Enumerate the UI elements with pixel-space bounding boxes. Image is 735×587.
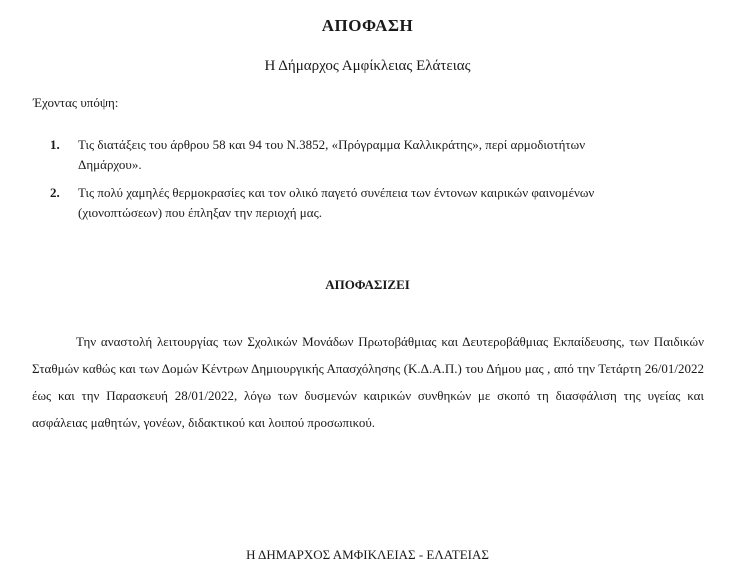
list-item-text: Τις διατάξεις του άρθρου 58 και 94 του Ν.3852, «Πρόγραμμα Καλλικράτης», περί αρμοδιοτήτων Δημάρχου». xyxy=(78,137,586,172)
considering-label: Έχοντας υπόψη: xyxy=(33,95,119,110)
signature-line: Η ΔΗΜΑΡΧΟΣ ΑΜΦΙΚΛΕΙΑΣ - ΕΛΑΤΕΙΑΣ xyxy=(246,547,489,562)
document-title: ΑΠΟΦΑΣΗ xyxy=(321,16,414,35)
list-item xyxy=(50,183,710,223)
list-item-number: 1. xyxy=(50,137,60,152)
list-item-number: 2. xyxy=(50,185,60,200)
decision-paragraph: Την αναστολή λειτουργίας των Σχολικών Μονάδων Πρωτοβάθμιας και Δευτεροβάθμιας Εκπαίδευσης, των Παιδικών Σταθμών καθώς και των Δομών Κέντρων Δημιουργικής Απασχόλησης (Κ.Δ.Α.Π.) του Δήμου μας , από την Τετάρτη 26/01/2022 έως και την Παρασκευή 28/01/2022, λόγω των δυσμενών καιρικών συνθηκών με σκοπό τη διασφάλιση της υγείας και ασφάλειας μαθητών, γονέων, διδακτικού και λοιπού προσωπικού. xyxy=(32,334,704,430)
considerations-list xyxy=(50,135,710,231)
list-item-text: Τις πολύ χαμηλές θερμοκρασίες και τον ολικό παγετό συνέπεια των έντονων καιρικών φαινομένων (χιονοπτώσεων) που έπληξαν την περιοχή μας. xyxy=(78,185,595,220)
document-subtitle: Η Δήμαρχος Αμφίκλειας Ελάτειας xyxy=(264,58,471,74)
decides-heading: ΑΠΟΦΑΣΙΖΕΙ xyxy=(325,277,410,292)
list-item xyxy=(50,135,710,175)
